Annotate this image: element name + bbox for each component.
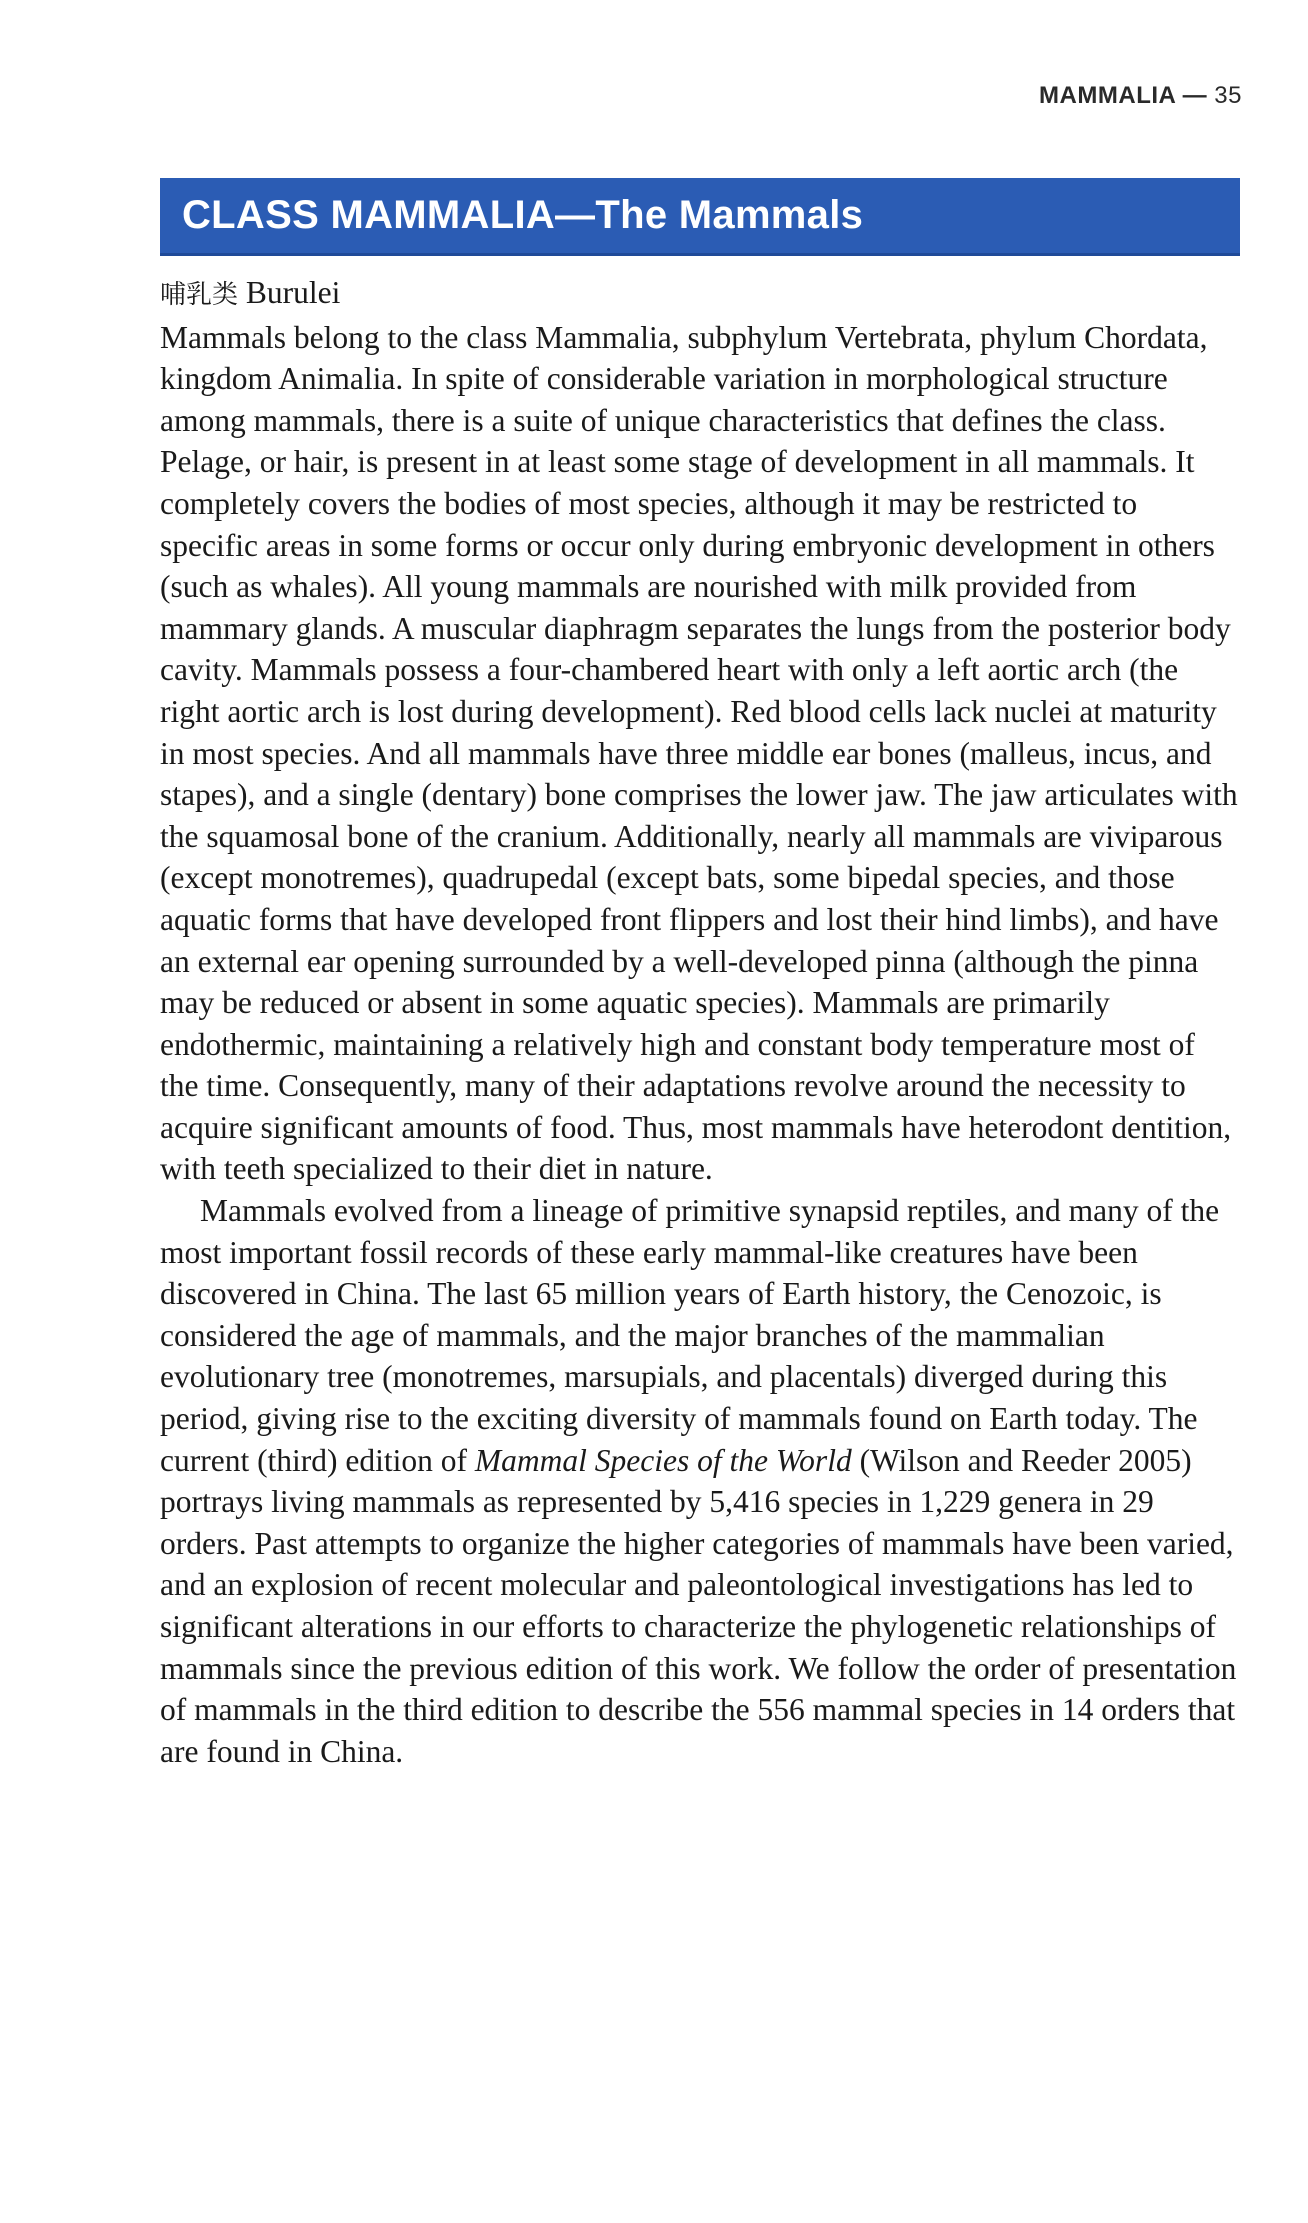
page-content xyxy=(160,272,1240,1772)
book-title: Mammal Species of the World xyxy=(474,1442,852,1478)
running-header xyxy=(1039,82,1242,110)
section-banner xyxy=(160,178,1240,256)
paragraph-2-text-b: (Wilson and Reeder 2005) portrays living mammals as represented by 5,416 species in 1,229 genera in 29 orders. Past attempts to organize the higher categories of mammals have been varied, and an explosion of recent molecular and paleontological investigations has led to significant alterations in our efforts to characterize the phylogenetic relationships of mammals since the previous edition of this work. We follow the order of presentation of mammals in the third edition to describe the 556 mammal species in 14 orders that are found in China. xyxy=(160,1442,1237,1769)
running-title: MAMMALIA — xyxy=(1039,82,1215,109)
page-number: 35 xyxy=(1214,82,1242,109)
paragraph-2-text-a: Mammals evolved from a lineage of primitive synapsid reptiles, and many of the most important fossil records of these early mammal-like creatures have been discovered in China. The last 65 million years of Earth history, the Cenozoic, is considered the age of mammals, and the major branches of the mammalian evolutionary tree (monotremes, marsupials, and placentals) diverged during this period, giving rise to the exciting diversity of mammals found on Earth today. The current (third) edition of xyxy=(160,1193,1220,1478)
pinyin-name: Burulei xyxy=(245,275,341,310)
section-title: CLASS MAMMALIA—The Mammals xyxy=(182,193,864,237)
paragraph-1: Mammals belong to the class Mammalia, subphylum Vertebrata, phylum Chordata, kingdom Animalia. In spite of considerable variation in morphological structure among mammals, there is a suite of unique characteristics that defines the class. Pelage, or hair, is present in at least some stage of development in all mammals. It completely covers the bodies of most species, although it may be restricted to specific areas in some forms or occur only during embryonic development in others (such as whales). All young mammals are nourished with milk provided from mammary glands. A muscular diaphragm separates the lungs from the posterior body cavity. Mammals possess a four-chambered heart with only a left aortic arch (the right aortic arch is lost during development). Red blood cells lack nuclei at maturity in most species. And all mammals have three middle ear bones (malleus, incus, and stapes), and a single (dentary) bone comprises the lower jaw. The jaw articulates with the squamosal bone of the cranium. Additionally, nearly all mammals are viviparous (except monotremes), quadrupedal (except bats, some bipedal species, and those aquatic forms that have developed front flippers and lost their hind limbs), and have an external ear opening surrounded by a well-developed pinna (although the pinna may be reduced or absent in some aquatic species). Mammals are primarily endothermic, maintaining a relatively high and constant body temperature most of the time. Consequently, many of their adaptations revolve around the necessity to acquire significant amounts of food. Thus, most mammals have heterodont dentition, with teeth specialized to their diet in nature. xyxy=(160,319,1238,1187)
chinese-name: 哺乳类 xyxy=(160,280,239,310)
common-names xyxy=(160,272,1240,317)
paragraph-2 xyxy=(160,1190,1240,1772)
